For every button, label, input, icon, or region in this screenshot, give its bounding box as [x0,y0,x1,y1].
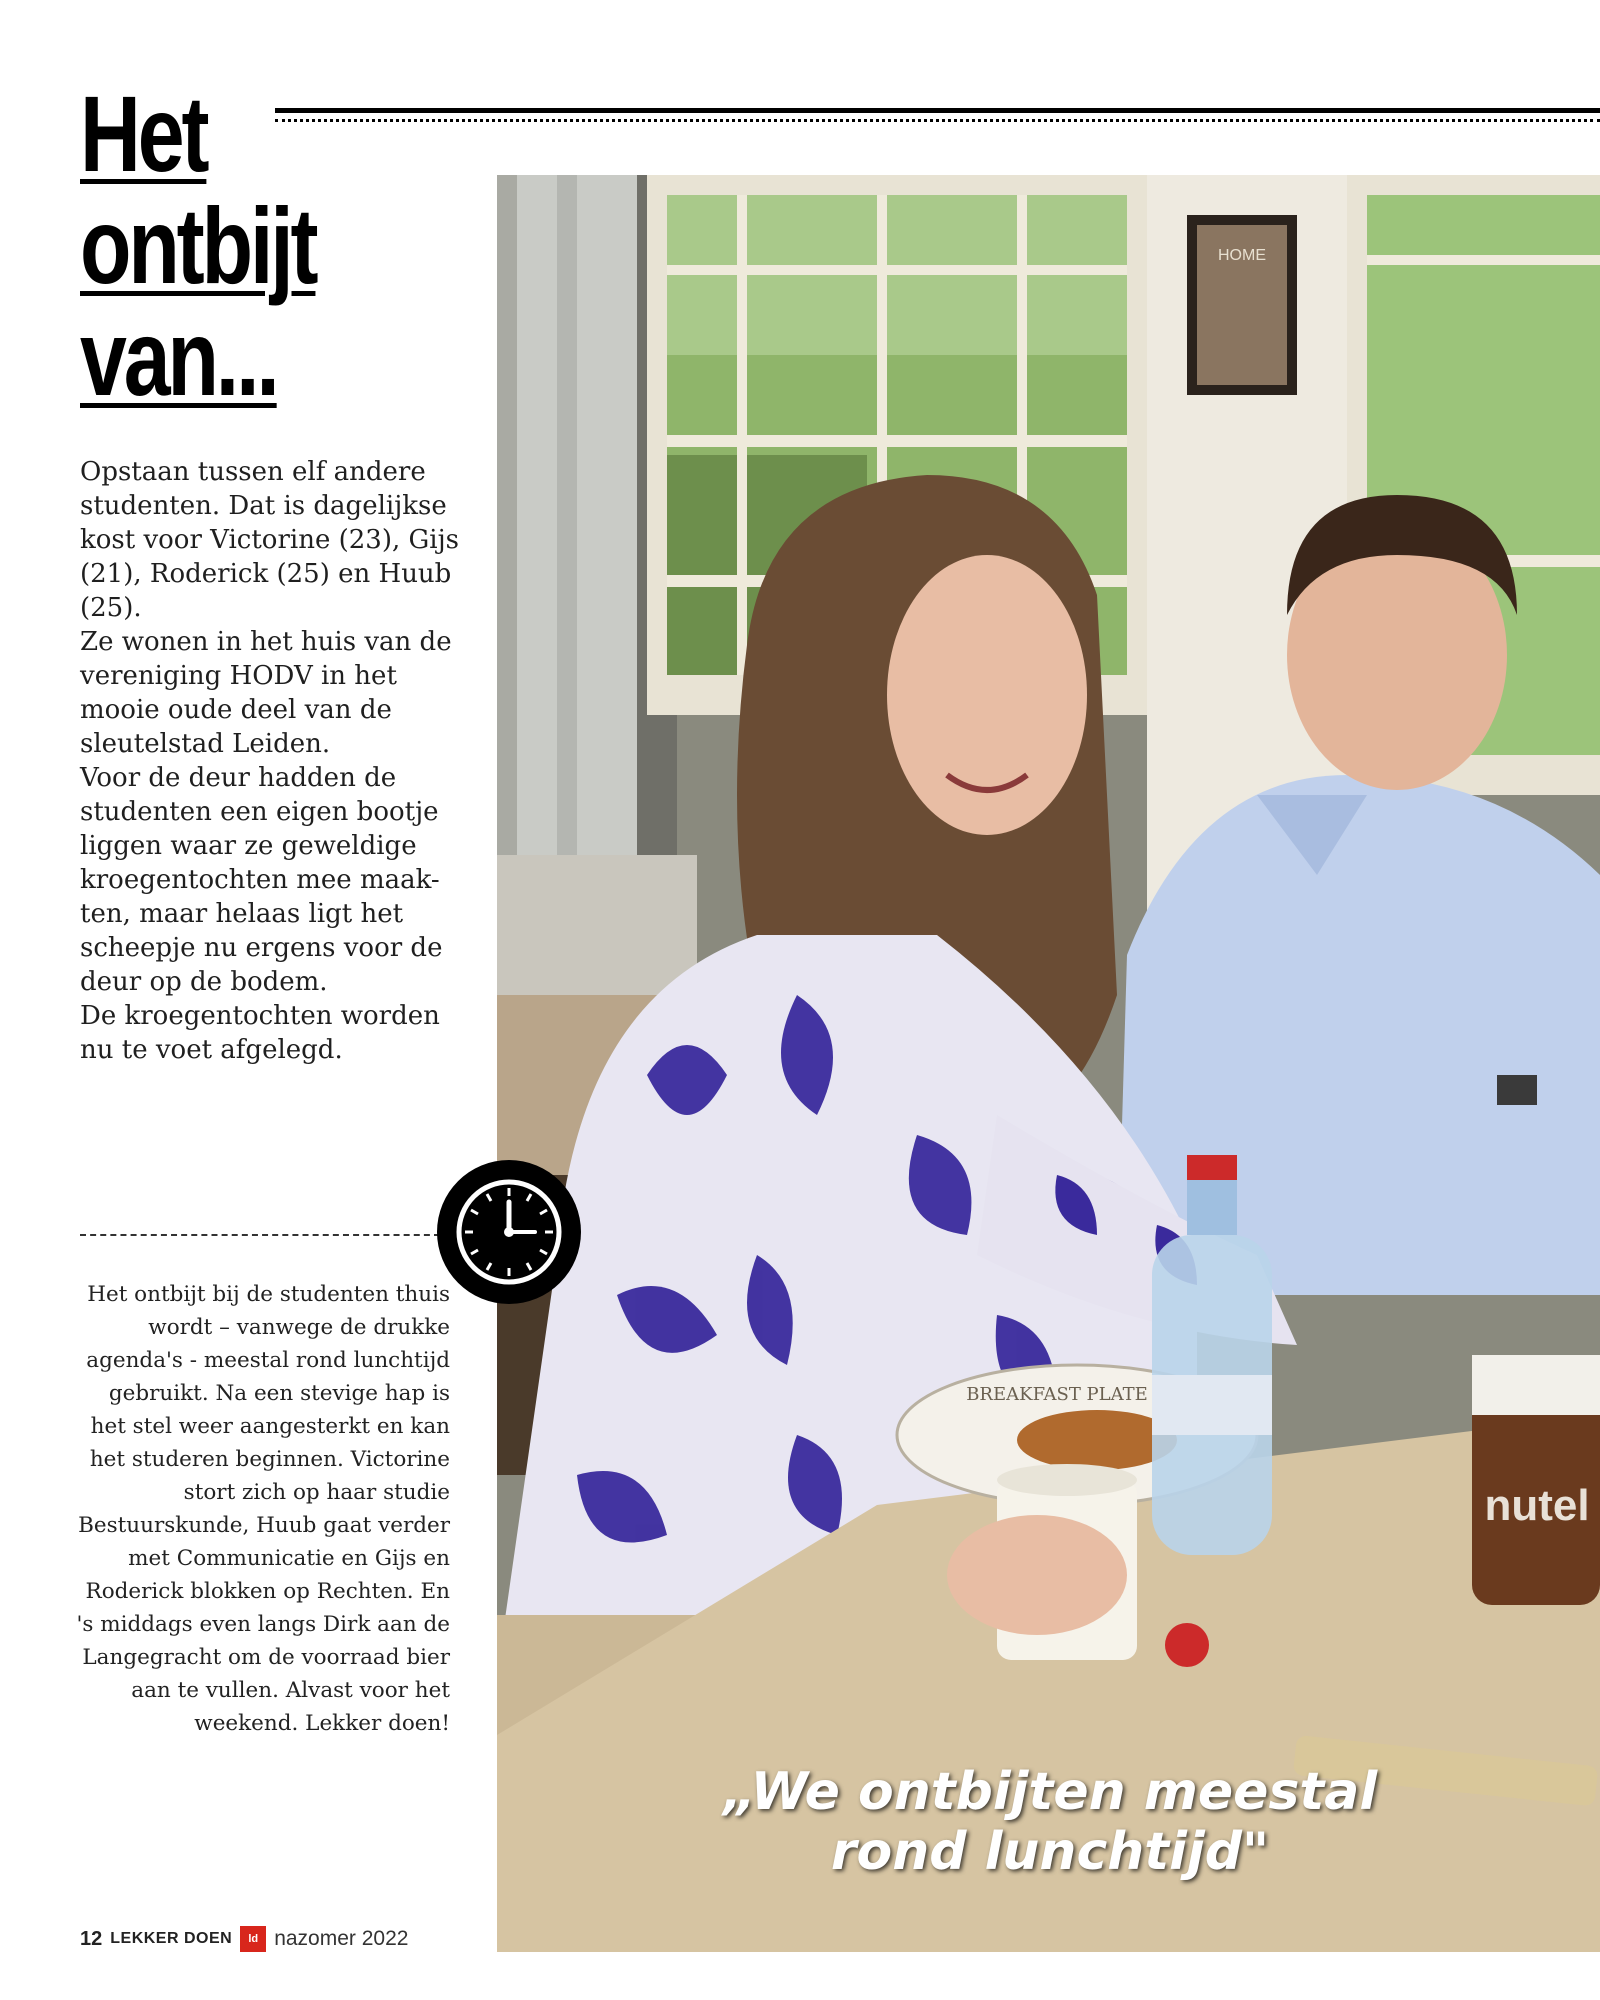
pull-quote-line-1: „We ontbijten meestal [722,1762,1378,1822]
headline-line-1: Het [80,73,207,194]
pull-quote [540,1762,1560,1882]
headline [80,73,345,418]
magazine-name: LEKKER DOEN [110,1930,233,1947]
issue-season: nazomer 2022 [274,1927,409,1950]
intro-paragraph: Voor de deur hadden de studenten een eigen bootje liggen waar ze geweldige kroegentochten mee maak-ten, maar helaas ligt het scheepje nu ergens voor de deur op de bodem. [80,763,443,997]
magazine-logo-icon: ld [240,1926,266,1952]
home-sign [1187,215,1297,395]
headline-line-2: ontbijt [80,185,316,306]
top-rule [275,108,1600,122]
intro-paragraph: Ze wonen in het huis van de vereniging HODV in het mooie oude deel van de sleutelstad Leiden. [80,627,452,759]
intro-paragraph: Opstaan tussen elf andere studenten. Dat is dagelijkse kost voor Victorine (23), Gijs (21), Roderick (25) en Huub (25). [80,457,459,623]
intro-paragraph: De kroegentochten worden nu te voet afgelegd. [80,1001,440,1065]
headline-line-3: van... [80,297,277,418]
breakfast-photo [497,175,1600,1952]
jar-label: nutel [1484,1481,1590,1530]
clock-badge [437,1160,581,1304]
clock-icon [437,1160,581,1304]
home-sign-text: HOME [1218,247,1266,264]
dashed-divider [80,1234,440,1236]
intro-text [80,455,460,1067]
spread-jar [1472,1355,1600,1605]
plate-text: BREAKFAST PLATE [966,1384,1148,1405]
page-footer [80,1924,408,1954]
page-number: 12 [80,1927,103,1950]
pull-quote-line-2: rond lunchtijd" [830,1822,1270,1882]
sidebar-text: Het ontbijt bij de studenten thuis wordt – vanwege de drukke agenda's - meestal rond lunchtijd gebruikt. Na een stevige hap is het stel weer aangesterkt en kan het studeren beginnen. Victorine stort zich op haar studie Bestuurskunde, Huub gaat verder met Communicatie en Gijs en Roderick blokken op Rechten. En 's middags even langs Dirk aan de Langegracht om de voorraad bier aan te vullen. Alvast voor het weekend. Lekker doen! [76,1282,450,1736]
